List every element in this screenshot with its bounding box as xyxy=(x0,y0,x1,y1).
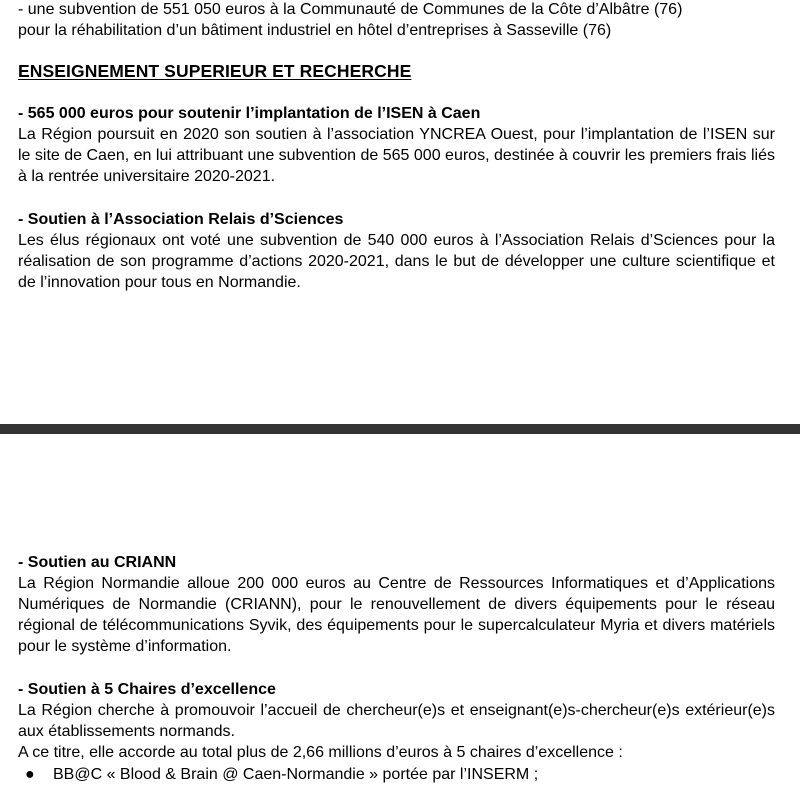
relais-section xyxy=(18,209,775,293)
chaires-intro-line: A ce titre, elle accorde au total plus de 2,66 millions d’euros à 5 chaires d’excellence : xyxy=(18,744,623,761)
page-separator xyxy=(0,424,800,434)
criann-title: - Soutien au CRIANN xyxy=(18,554,177,571)
list-item-text: BB@C « Blood & Brain @ Caen-Normandie » portée par l’INSERM ; xyxy=(53,766,539,783)
intro-line-1: - une subvention de 551 050 euros à la Communauté de Communes de la Côte d’Albâtre (76) xyxy=(18,1,683,18)
isen-title: - 565 000 euros pour soutenir l’implantation de l’ISEN à Caen xyxy=(18,105,481,122)
intro-line-2: pour la réhabilitation d’un bâtiment industriel en hôtel d’entreprises à Sasseville (76) xyxy=(18,22,612,39)
criann-section xyxy=(18,552,775,657)
chaires-section xyxy=(18,679,775,763)
isen-section xyxy=(18,103,775,187)
chaires-title: - Soutien à 5 Chaires d’excellence xyxy=(18,681,276,698)
bullet-dot-icon: ● xyxy=(25,766,35,783)
section-heading: ENSEIGNEMENT SUPERIEUR ET RECHERCHE xyxy=(18,61,412,81)
criann-body: La Région Normandie alloue 200 000 euros au Centre de Ressources Informatiques et d’Applications Numériques de Normandie (CRIANN), pour le renouvellement de divers équipements pour le réseau régional de télécommunications Syvik, des équipements pour le supercalculateur Myria et divers matériels pour le système d’information. xyxy=(18,575,775,655)
relais-body: Les élus régionaux ont voté une subvention de 540 000 euros à l’Association Relais d’Sciences pour la réalisation de son programme d’actions 2020-2021, dans le but de développer une culture scientifique et de l’innovation pour tous en Normandie. xyxy=(18,232,775,291)
relais-title: - Soutien à l’Association Relais d’Sciences xyxy=(18,211,344,228)
intro-paragraph xyxy=(18,0,775,41)
list-item xyxy=(18,764,778,788)
isen-body: La Région poursuit en 2020 son soutien à l’association YNCREA Ouest, pour l’implantation de l’ISEN sur le site de Caen, en lui attribuant une subvention de 565 000 euros, destinée à couvrir les premiers frais liés à la rentrée universitaire 2020-2021. xyxy=(18,126,775,185)
chaires-body: La Région cherche à promouvoir l’accueil de chercheur(e)s et enseignant(e)s-chercheur(e)s extérieur(e)s aux établissements normands. xyxy=(18,702,775,740)
